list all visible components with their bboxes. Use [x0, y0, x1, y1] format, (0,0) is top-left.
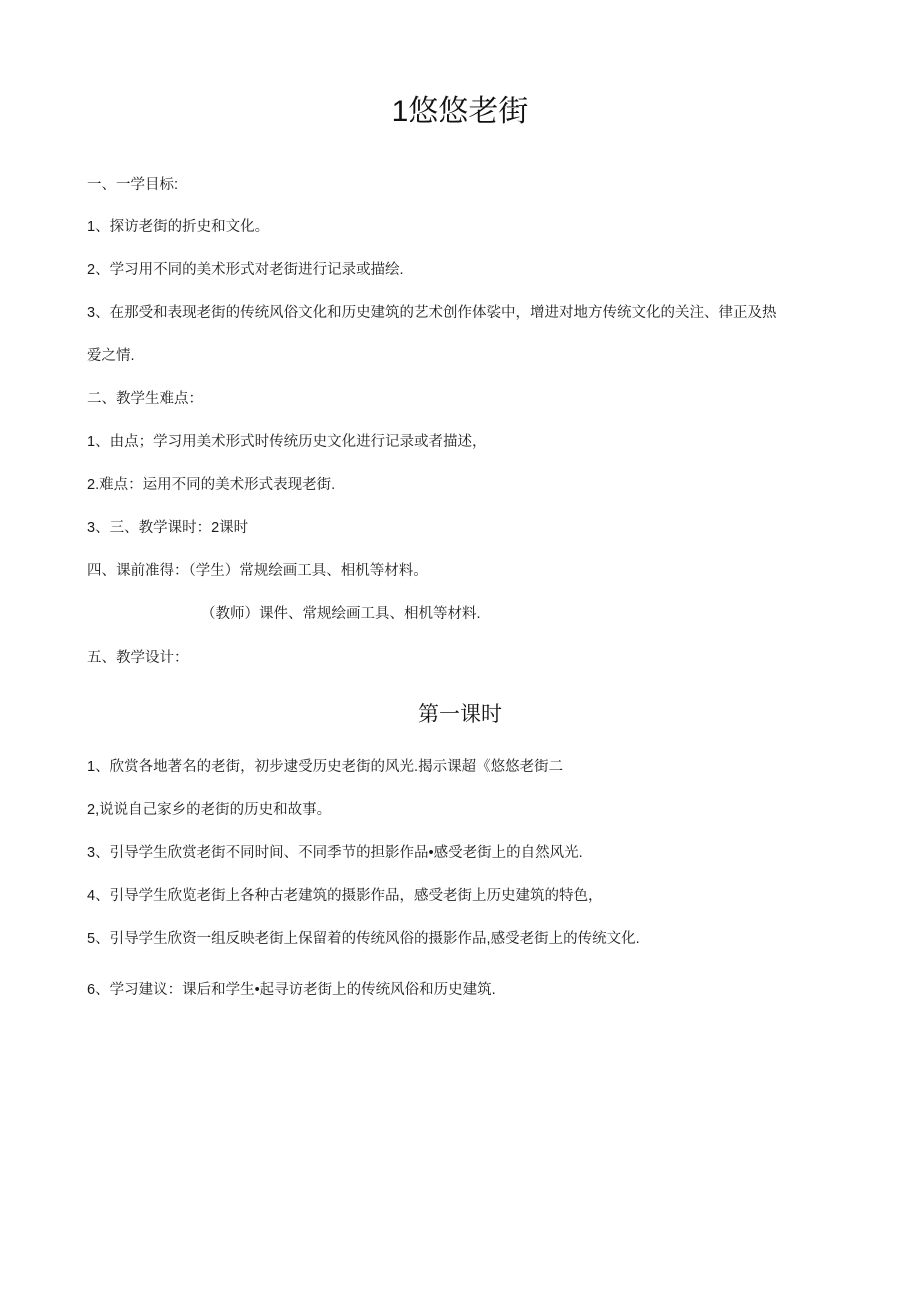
difficulty-heading: 二、教学生难点： — [87, 391, 203, 407]
objective-item: 1、探访老街的折史和文化。 — [87, 219, 270, 235]
lesson-step: 6、学习建议：课后和学生•起寻访老街上的传统风俗和历史建筑. — [87, 982, 496, 998]
prep-teacher: （教师）课件、常规绘画工具、相机等材料. — [201, 606, 481, 622]
lesson-step: 2,说说自己家乡的老街的历史和故事。 — [87, 802, 332, 818]
lesson-step: 1、欣赏各地著名的老街，初步逮受历史老街的风光.揭示课超《悠悠老街二 — [87, 759, 564, 775]
objective-item: 2、学习用不同的美术形式对老街进行记录或描绘. — [87, 262, 404, 278]
lesson-step: 4、引导学生欣览老街上各种古老建筑的摄影作品，感受老街上历史建筑的特色， — [87, 888, 603, 904]
objective-item-continued: 爱之情. — [87, 348, 135, 364]
difficulty-item: 2.难点：运用不同的美术形式表现老街. — [87, 477, 336, 493]
objective-item: 3、在那受和表现老街的传统风俗文化和历史建筑的艺术创作体裟中，增进对地方传统文化的关注、律正及热 — [87, 305, 777, 321]
objectives-heading: 一、一学目标: — [87, 177, 179, 193]
difficulty-item: 1、由点；学习用美术形式时传统历史文化进行记录或者描述， — [87, 434, 487, 450]
section-heading: 第一课时 — [418, 703, 502, 726]
lesson-step: 5、引导学生欣资一组反映老街上保留着的传统风俗的摄影作品,感受老街上的传统文化. — [87, 931, 640, 947]
class-hours: 3、三、教学课时：2课时 — [87, 520, 249, 536]
design-heading: 五、教学设计： — [87, 650, 189, 666]
prep-student: 四、课前准得：（学生）常规绘画工具、相机等材料。 — [87, 563, 428, 579]
lesson-step: 3、引导学生欣赏老街不同时间、不同季节的担影作品•感受老街上的自然风光. — [87, 845, 583, 861]
document-title: 1悠悠老街 — [391, 95, 529, 128]
